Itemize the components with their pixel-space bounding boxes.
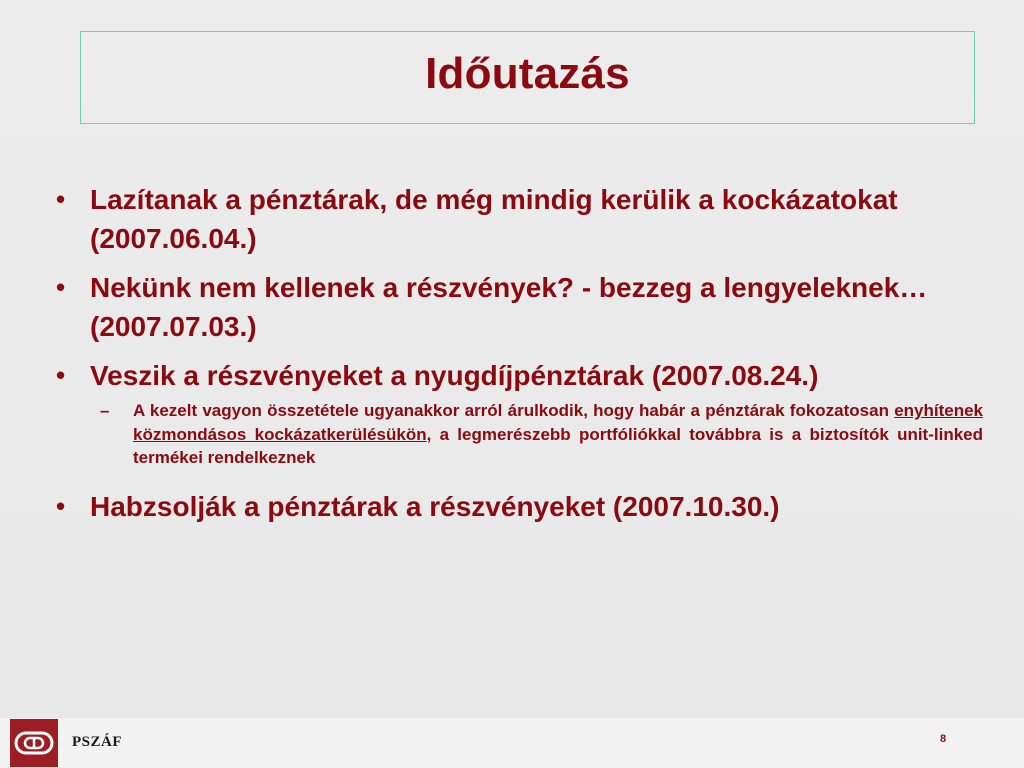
logo-mark — [14, 729, 54, 757]
bullet-marker: • — [56, 184, 66, 214]
pszaf-logo-icon — [10, 719, 58, 767]
bullet-item — [48, 180, 983, 258]
bullet-text: Lazítanak a pénztárak, de még mindig kerülik a kockázatokat (2007.06.04.) — [90, 184, 898, 254]
sub-bullet-item — [48, 399, 983, 470]
sub-bullet-underlined-text: enyhítenek közmondásos kockázatkerülésükön — [133, 401, 983, 444]
bullet-item — [48, 268, 983, 346]
sub-bullet-marker: – — [100, 401, 110, 420]
title-box — [80, 31, 975, 124]
footer-bar — [0, 718, 1024, 768]
bullet-item — [48, 356, 983, 395]
bullet-text: Nekünk nem kellenek a részvények? - bezzeg a lengyeleknek… (2007.07.03.) — [90, 272, 928, 342]
slide-content — [48, 180, 983, 536]
bullet-text: Habzsolják a pénztárak a részvényeket (2007.10.30.) — [90, 490, 780, 522]
logo-text: PSZÁF — [72, 734, 123, 750]
page-number: 8 — [940, 733, 947, 745]
bullet-item — [48, 487, 983, 526]
bullet-text: Veszik a részvényeket a nyugdíjpénztárak (2007.08.24.) — [90, 360, 819, 391]
bullet-marker: • — [56, 272, 66, 302]
sub-bullet-text-part1: A kezelt vagyon összetétele ugyanakkor arról árulkodik, hogy habár a pénztárak fokozatosan — [133, 401, 895, 420]
bullet-marker: • — [56, 360, 66, 390]
slide-title: Időutazás — [425, 48, 630, 98]
sub-bullet-text-part2: , a legmerészebb portfóliókkal továbbra is a biztosítók unit-linked termékei rendelkeznek — [133, 424, 984, 467]
bullet-marker: • — [56, 490, 66, 521]
